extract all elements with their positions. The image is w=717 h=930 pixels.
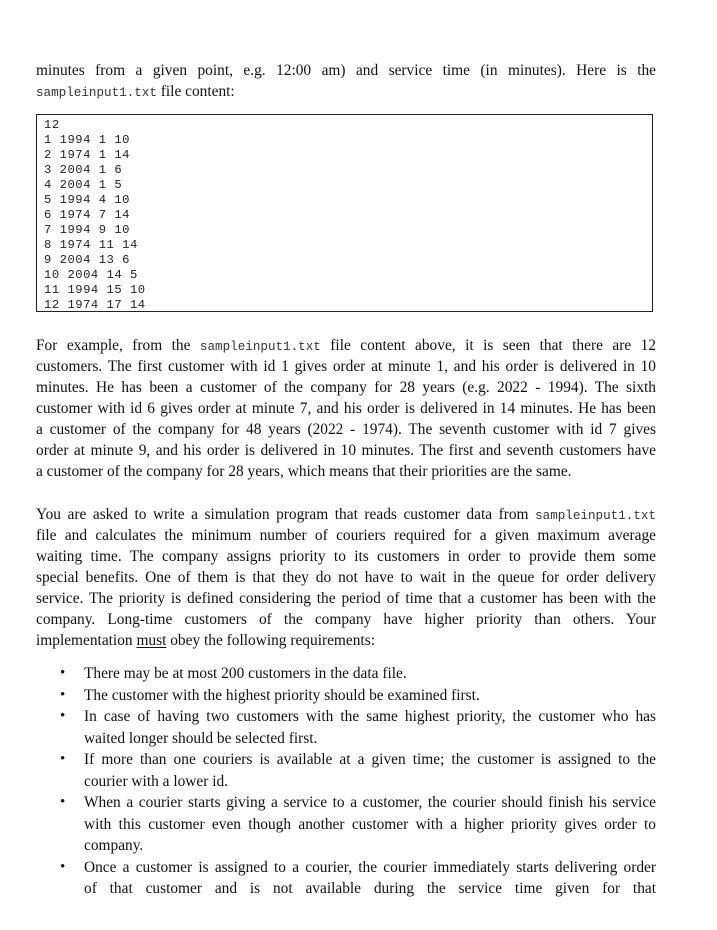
file-name-code: sampleinput1.txt — [36, 86, 157, 100]
bullet-icon: • — [60, 751, 66, 767]
bullet-icon: • — [60, 794, 66, 810]
file-line: 12 — [44, 118, 60, 132]
bullet-icon: • — [60, 665, 66, 681]
list-item-line: There may be at most 200 customers in the data file. — [84, 665, 407, 682]
list-item-line: courier with a lower id. — [84, 772, 229, 790]
list-item — [60, 706, 660, 749]
task-line-7 — [36, 630, 656, 651]
list-item-line: company. — [84, 837, 144, 854]
task-line-3: waiting time. The company assigns priority to its customers in order to provide them some — [36, 548, 656, 565]
example-text: file content above, it is seen that there are 12 — [320, 337, 656, 354]
list-item — [60, 663, 660, 685]
list-item-line: The customer with the highest priority should be examined first. — [84, 686, 480, 704]
task-line-1 — [36, 504, 656, 527]
bullet-icon: • — [60, 858, 66, 875]
task-line-6: company. Long-time customers of the company have higher priority than others. Your — [36, 611, 656, 628]
task-text: implementation — [36, 632, 137, 649]
example-line-7: a customer of the company for 28 years, which means that their priorities are the same. — [36, 463, 572, 480]
example-line-2: customers. The first customer with id 1 gives order at minute 1, and his order is delivered in 10 — [36, 358, 656, 375]
example-line-4: customer with id 6 gives order at minute 7, and his order is delivered in 14 minutes. He has been — [36, 400, 656, 417]
list-item — [60, 685, 660, 707]
task-text: obey the following requirements: — [166, 632, 375, 649]
task-text: You are asked to write a simulation program that reads customer data from — [36, 506, 536, 523]
file-name-code: sampleinput1.txt — [199, 340, 321, 354]
file-line: 1 1994 1 10 — [44, 133, 130, 147]
list-item-line: When a courier starts giving a service to a customer, the courier should finish his service — [84, 794, 656, 811]
task-line-4: special benefits. One of them is that they do not have to wait in the queue for order delivery — [36, 569, 656, 586]
bullet-icon: • — [60, 686, 66, 703]
file-line: 8 1974 11 14 — [44, 238, 138, 252]
list-item — [60, 792, 660, 857]
file-line: 5 1994 4 10 — [44, 193, 130, 207]
file-line: 3 2004 1 6 — [44, 163, 123, 177]
example-line-6: order at minute 9, and his order is delivered in 10 minutes. The first and seventh customers have — [36, 442, 656, 459]
list-item — [60, 857, 660, 900]
list-item-line: Once a customer is assigned to a courier, the courier immediately starts delivering order — [84, 858, 656, 876]
file-name-code: sampleinput1.txt — [535, 509, 656, 523]
file-content-box — [36, 114, 653, 312]
file-line: 12 1974 17 14 — [44, 298, 146, 312]
example-line-1 — [36, 335, 656, 358]
file-line: 7 1994 9 10 — [44, 223, 130, 237]
file-line: 6 1974 7 14 — [44, 208, 130, 222]
requirements-list — [60, 663, 660, 900]
must-emphasis: must — [136, 632, 167, 649]
task-line-5: service. The priority is defined considering the period of time that a customer has been with the — [36, 590, 656, 607]
list-item-line: If more than one couriers is available at a given time; the customer is assigned to the — [84, 751, 656, 768]
list-item — [60, 749, 660, 792]
list-item-line: with this customer even though another customer with a higher priority gives order to — [84, 815, 656, 833]
example-line-5: a customer of the company for 48 years (2022 - 1974). The seventh customer with id 7 gives — [36, 421, 656, 438]
file-line: 11 1994 15 10 — [44, 283, 146, 297]
list-item-line: In case of having two customers with the same highest priority, the customer who has — [84, 708, 656, 725]
bullet-icon: • — [60, 708, 66, 724]
file-line: 2 1974 1 14 — [44, 148, 130, 162]
intro-line-2 — [36, 81, 656, 104]
intro-line-2-rest: file content: — [156, 83, 235, 100]
file-line: 4 2004 1 5 — [44, 178, 123, 192]
example-line-3: minutes. He has been a customer of the company for 28 years (e.g. 2022 - 1994). The sixth — [36, 379, 656, 396]
task-line-2: file and calculates the minimum number of couriers required for a given maximum average — [36, 527, 656, 544]
file-line: 10 2004 14 5 — [44, 268, 138, 282]
example-text: For example, from the — [36, 337, 200, 354]
file-line: 9 2004 13 6 — [44, 253, 130, 267]
list-item-line: of that customer and is not available during the service time given for that — [84, 880, 656, 897]
intro-line-1: minutes from a given point, e.g. 12:00 am) and service time (in minutes). Here is the — [36, 62, 656, 79]
list-item-line: waited longer should be selected first. — [84, 729, 318, 747]
